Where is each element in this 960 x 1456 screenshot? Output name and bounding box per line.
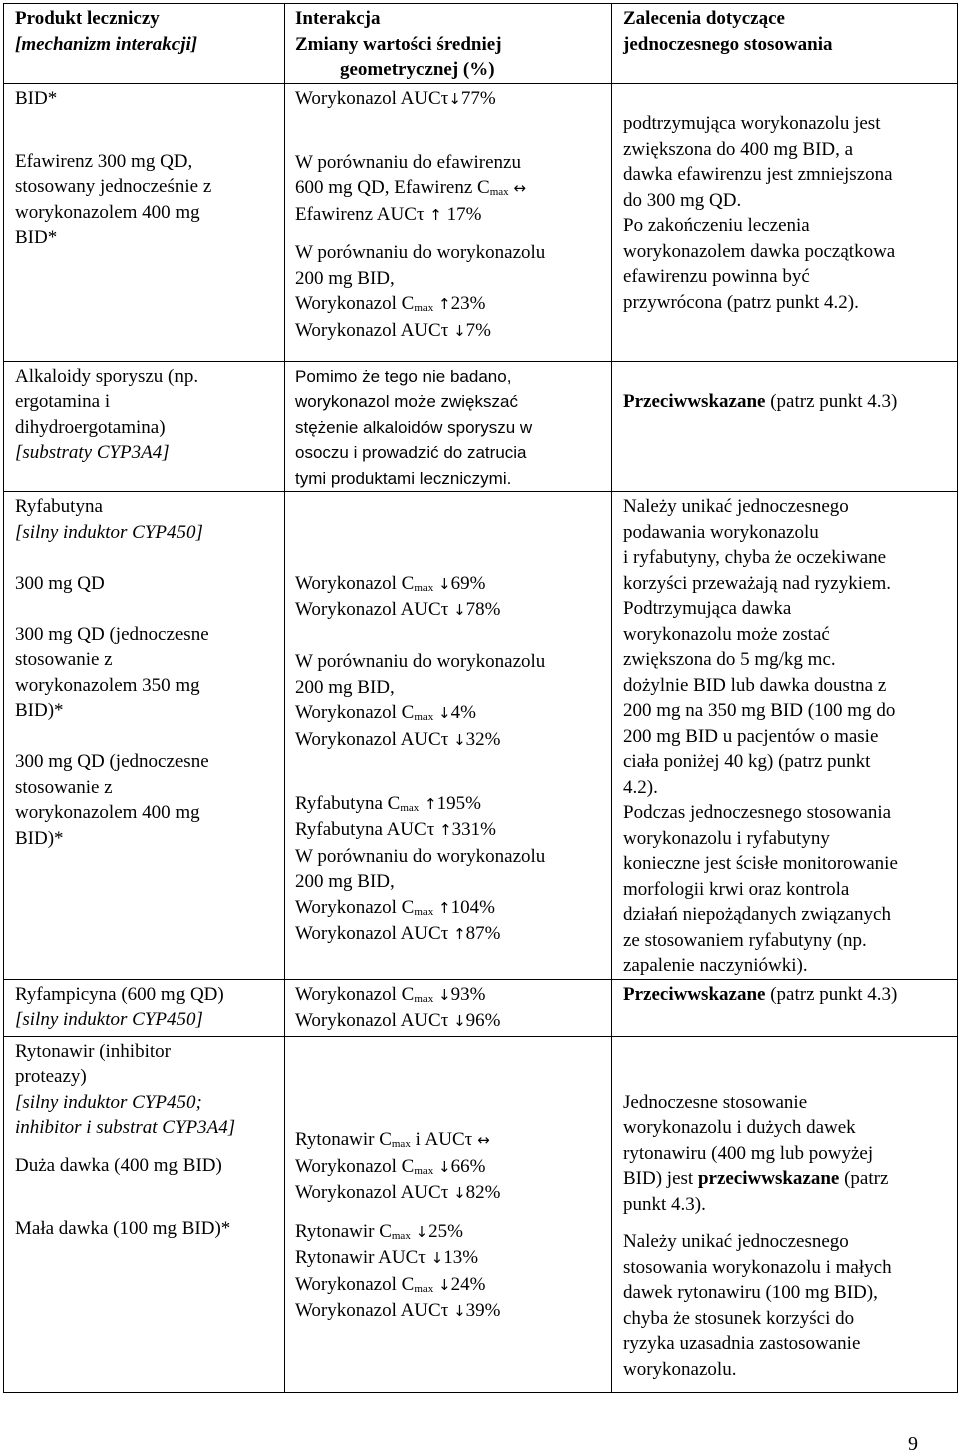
ergot-product-cell bbox=[4, 361, 285, 492]
interaction-table bbox=[3, 3, 958, 1393]
rifabutin-mechanism: [silny induktor CYP450] bbox=[15, 521, 203, 543]
arrow-up-icon: ↑ bbox=[438, 898, 451, 917]
rifabutin-product-cell bbox=[4, 492, 285, 980]
rifampicin-recommendation-cell bbox=[612, 979, 958, 1036]
subscript-max: max bbox=[414, 992, 434, 1005]
rifabutin-vori-cmax-2: Worykonazol $C_{max}$ ↓4% bbox=[295, 702, 476, 723]
efavirenz-product-cell bbox=[4, 83, 285, 361]
ritonavir-low-1: Rytonawir $C_{max}$ ↓25% bbox=[295, 1220, 463, 1242]
rifampicin-interaction-cell bbox=[285, 979, 612, 1036]
rifabutin-vori-cmax: Worykonazol $C_{max}$ ↓69% bbox=[295, 572, 486, 594]
arrow-down-icon: ↓ bbox=[438, 704, 451, 722]
recommendation-line: worykonazolu i ryfabutyny bbox=[623, 827, 830, 849]
arrow-up-icon: ↑ bbox=[439, 821, 452, 839]
ergot-interaction-cell bbox=[285, 361, 612, 492]
ritonavir-low-2: Rytonawir AUCτ ↓13% bbox=[295, 1247, 479, 1268]
table-row bbox=[4, 1036, 958, 1392]
arrow-both-icon: ↔ bbox=[513, 179, 526, 197]
subscript-max: max bbox=[414, 905, 434, 918]
efavirenz-vori-auc2: Worykonazol AUCτ ↓7% bbox=[295, 319, 491, 341]
rifampicin-vori-auc: Worykonazol AUCτ ↓96% bbox=[295, 1010, 501, 1031]
ritonavir-high-3: Worykonazol AUCτ ↓82% bbox=[295, 1182, 501, 1203]
recommendation-line: worykonazolem dawka początkowa bbox=[623, 240, 896, 262]
header-product-title: Produkt leczniczy bbox=[15, 8, 160, 29]
recommendation-line: ryzyka uzasadnia zastosowanie bbox=[623, 1333, 861, 1354]
recommendation-line: 200 mg na 350 mg BID (100 mg do bbox=[623, 700, 896, 721]
arrow-both-icon: ↔ bbox=[477, 1131, 490, 1149]
subscript-max: max bbox=[414, 1164, 434, 1177]
rifampicin-vori-cmax: Worykonazol $C_{max}$ ↓93% bbox=[295, 983, 486, 1005]
arrow-down-icon: ↓ bbox=[453, 601, 466, 619]
table-row bbox=[4, 492, 958, 980]
ritonavir-low-3: Worykonazol $C_{max}$ ↓24% bbox=[295, 1273, 486, 1295]
efavirenz-auc-line: Efawirenz AUCτ ↑ 17% bbox=[295, 203, 482, 225]
page-number: 9 bbox=[908, 1433, 918, 1455]
recommendation-line: Podczas jednoczesnego stosowania bbox=[623, 802, 892, 823]
arrow-down-icon: ↓ bbox=[453, 730, 466, 749]
efavirenz-product-line: stosowany jednocześnie z bbox=[15, 176, 212, 197]
ritonavir-high-2: Worykonazol $C_{max}$ ↓66% bbox=[295, 1155, 486, 1177]
rifabutin-dose-line: 200 mg BID, bbox=[295, 676, 395, 698]
rifabutin-dose: BID)* bbox=[15, 700, 64, 721]
rifabutin-dose: stosowanie z bbox=[15, 776, 113, 798]
ergot-product-line: dihydroergotamina) bbox=[15, 416, 166, 438]
ritonavir-mechanism: [silny induktor CYP450; bbox=[15, 1091, 202, 1113]
arrow-up-icon: ↑ bbox=[424, 794, 437, 813]
arrow-down-icon: ↓ bbox=[438, 1157, 451, 1176]
rifabutin-vori-auc-2: Worykonazol AUCτ ↓32% bbox=[295, 728, 501, 750]
ritonavir-high-dose: Duża dawka (400 mg BID) bbox=[15, 1154, 222, 1176]
recommendation-line: morfologii krwi oraz kontrola bbox=[623, 878, 850, 900]
ritonavir-interaction-cell bbox=[285, 1036, 612, 1392]
rifabutin-dose-line-2: 200 mg BID, bbox=[295, 871, 395, 892]
recommendation-line: podtrzymująca worykonazolu jest bbox=[623, 113, 881, 134]
recommendation-line: chyba że stosunek korzyści do bbox=[623, 1307, 855, 1329]
ritonavir-low-dose: Mała dawka (100 mg BID)* bbox=[15, 1217, 231, 1239]
ergot-interaction-line: osoczu i prowadzić do zatrucia bbox=[295, 443, 527, 462]
ritonavir-recommendation-cell bbox=[612, 1036, 958, 1392]
recommendation-line: ciała poniżej 40 kg) (patrz punkt bbox=[623, 751, 871, 772]
rifabutin-dose: stosowanie z bbox=[15, 649, 113, 670]
rifabutin-name: Ryfabutyna bbox=[15, 496, 103, 517]
subscript-max: max bbox=[391, 1138, 411, 1150]
rifabutin-dose: 300 mg QD bbox=[15, 572, 105, 594]
rifabutin-dose: 300 mg QD (jednoczesne bbox=[15, 623, 209, 645]
header-recommendations-line2: jednoczesnego stosowania bbox=[623, 33, 833, 55]
rifabutin-vori-cmax-3: Worykonazol $C_{max}$ ↑104% bbox=[295, 896, 495, 918]
recommendation-line: dawek rytonawiru (100 mg BID), bbox=[623, 1282, 878, 1303]
recommendation-line: Jednoczesne stosowanie bbox=[623, 1091, 808, 1113]
rifabutin-compare-line-2: W porównaniu do worykonazolu bbox=[295, 845, 546, 867]
rifabutin-dose: BID)* bbox=[15, 827, 64, 849]
subscript-max: max bbox=[414, 1282, 434, 1295]
recommendation-line: worykonazolu. bbox=[623, 1358, 737, 1380]
ergot-interaction-line: stężenie alkaloidów sporyszu w bbox=[295, 417, 533, 437]
arrow-up-icon: ↑ bbox=[438, 295, 451, 313]
header-cell-product bbox=[4, 4, 285, 84]
recommendation-line: zwiększona do 400 mg BID, a bbox=[623, 138, 854, 160]
efavirenz-product-line: Efawirenz 300 mg QD, bbox=[15, 150, 193, 172]
arrow-down-icon: ↓ bbox=[453, 1184, 466, 1202]
recommendation-line: Podtrzymująca dawka bbox=[623, 598, 792, 619]
ergot-product-line: Alkaloidy sporyszu (np. bbox=[15, 365, 199, 387]
ritonavir-name: Rytonawir (inhibitor bbox=[15, 1040, 171, 1062]
ritonavir-product-cell bbox=[4, 1036, 285, 1392]
recommendation-line: efawirenzu powinna być bbox=[623, 266, 810, 287]
recommendation-line: BID) jest przeciwwskazane (patrz bbox=[623, 1168, 889, 1189]
ritonavir-name: proteazy) bbox=[15, 1066, 87, 1087]
recommendation-line: punkt 4.3). bbox=[623, 1193, 706, 1215]
header-interaction-line1: Interakcja bbox=[295, 8, 381, 29]
arrow-down-icon: ↓ bbox=[438, 1275, 451, 1294]
ergot-recommendation: Przeciwwskazane (patrz punkt 4.3) bbox=[623, 391, 898, 412]
recommendation-line: stosowania worykonazolu i małych bbox=[623, 1256, 892, 1278]
arrow-down-icon: ↓ bbox=[438, 985, 451, 1004]
rifampicin-recommendation: Przeciwwskazane (patrz punkt 4.3) bbox=[623, 983, 898, 1005]
subscript-max: max bbox=[414, 581, 434, 594]
table-row bbox=[4, 979, 958, 1036]
table-row bbox=[4, 361, 958, 492]
recommendation-line: dożylnie BID lub dawka doustna z bbox=[623, 674, 887, 696]
ergot-interaction-line: Pomimo że tego nie badano, bbox=[295, 366, 512, 386]
rifabutin-cmax: Ryfabutyna $C_{max}$ ↑195% bbox=[295, 792, 481, 814]
rifabutin-dose: worykonazolem 350 mg bbox=[15, 674, 200, 696]
ergot-product-line: ergotamina i bbox=[15, 391, 111, 412]
efavirenz-vori-auc: Worykonazol AUCτ↓77% bbox=[295, 87, 496, 109]
header-interaction-line2: Zmiany wartości średniej bbox=[295, 33, 502, 55]
rifabutin-dose: worykonazolem 400 mg bbox=[15, 802, 200, 823]
recommendation-line: 4.2). bbox=[623, 776, 658, 798]
arrow-down-icon: ↓ bbox=[453, 1302, 466, 1320]
recommendation-line: worykonazolu może zostać bbox=[623, 623, 830, 645]
recommendation-line: dawka efawirenzu jest zmniejszona bbox=[623, 164, 893, 185]
rifabutin-recommendation-cell bbox=[612, 492, 958, 980]
arrow-down-icon: ↓ bbox=[448, 89, 461, 108]
recommendation-line: korzyści przeważają nad ryzykiem. bbox=[623, 572, 891, 594]
efavirenz-vori-cmax: Worykonazol $C_{max}$ ↑23% bbox=[295, 293, 486, 314]
arrow-down-icon: ↓ bbox=[453, 321, 466, 340]
table-header-row bbox=[4, 4, 958, 84]
header-product-subtitle: [mechanizm interakcji] bbox=[15, 33, 198, 55]
recommendation-line: i ryfabutyny, chyba że oczekiwane bbox=[623, 547, 887, 568]
rifampicin-product-cell bbox=[4, 979, 285, 1036]
rifabutin-vori-auc-3: Worykonazol AUCτ ↑87% bbox=[295, 923, 501, 944]
rifampicin-name: Ryfampicyna (600 mg QD) bbox=[15, 983, 224, 1005]
header-recommendations-line1: Zalecenia dotyczące bbox=[623, 8, 785, 29]
efavirenz-compare-vori-line: W porównaniu do worykonazolu bbox=[295, 242, 546, 263]
recommendation-line: worykonazolu i dużych dawek bbox=[623, 1117, 856, 1138]
recommendation-line: konieczne jest ścisłe monitorowanie bbox=[623, 853, 898, 874]
ergot-mechanism: [substraty CYP3A4] bbox=[15, 442, 170, 463]
recommendation-line: 200 mg BID u pacjentów o masie bbox=[623, 725, 879, 747]
efavirenz-interaction-cell bbox=[285, 83, 612, 361]
recommendation-line: Należy unikać jednoczesnego bbox=[623, 1231, 849, 1252]
table-row bbox=[4, 83, 958, 361]
ritonavir-low-4: Worykonazol AUCτ ↓39% bbox=[295, 1300, 501, 1321]
subscript-max: max bbox=[400, 801, 420, 814]
recommendation-line: działań niepożądanych związanych bbox=[623, 904, 891, 925]
efavirenz-product-line: worykonazolem 400 mg bbox=[15, 201, 200, 223]
efavirenz-bid-label: BID* bbox=[15, 87, 58, 109]
efavirenz-compare-line: W porównaniu do efawirenzu bbox=[295, 151, 521, 173]
ritonavir-mechanism: inhibitor i substrat CYP3A4] bbox=[15, 1117, 236, 1138]
efavirenz-cmax-line: 600 mg QD, Efawirenz $C_{max}$ ↔ bbox=[295, 177, 526, 198]
efavirenz-dose-line: 200 mg BID, bbox=[295, 267, 395, 289]
arrow-up-icon: ↑ bbox=[453, 925, 466, 943]
subscript-max: max bbox=[414, 302, 434, 314]
header-interaction-line3: geometrycznej (%) bbox=[340, 59, 495, 80]
rifabutin-vori-auc: Worykonazol AUCτ ↓78% bbox=[295, 599, 501, 620]
ergot-interaction-line: worykonazol może zwiększać bbox=[295, 392, 518, 411]
rifabutin-dose: 300 mg QD (jednoczesne bbox=[15, 751, 209, 772]
subscript-max: max bbox=[414, 711, 434, 723]
subscript-max: max bbox=[391, 1229, 411, 1242]
header-cell-interaction bbox=[285, 4, 612, 84]
recommendation-line: Po zakończeniu leczenia bbox=[623, 215, 810, 236]
recommendation-line: podawania worykonazolu bbox=[623, 521, 819, 543]
recommendation-line: zwiększona do 5 mg/kg mc. bbox=[623, 649, 836, 670]
recommendation-line: przywrócona (patrz punkt 4.2). bbox=[623, 291, 859, 313]
subscript-max: max bbox=[489, 186, 509, 198]
recommendation-line: rytonawiru (400 mg lub powyżej bbox=[623, 1142, 874, 1164]
rifabutin-compare-line: W porównaniu do worykonazolu bbox=[295, 651, 546, 672]
arrow-down-icon: ↓ bbox=[415, 1222, 429, 1241]
recommendation-line: zapalenie naczyniówki). bbox=[623, 955, 808, 976]
ergot-recommendation-cell bbox=[612, 361, 958, 492]
arrow-down-icon: ↓ bbox=[438, 574, 451, 593]
recommendation-line: Należy unikać jednoczesnego bbox=[623, 496, 849, 517]
ergot-interaction-line: tymi produktami leczniczymi. bbox=[295, 468, 512, 488]
ritonavir-high-1: Rytonawir $C_{max}$ i AUCτ ↔ bbox=[295, 1129, 490, 1150]
rifampicin-mechanism: [silny induktor CYP450] bbox=[15, 1009, 203, 1030]
rifabutin-auc: Ryfabutyna AUCτ ↑331% bbox=[295, 819, 496, 840]
arrow-down-icon: ↓ bbox=[430, 1249, 444, 1267]
rifabutin-interaction-cell bbox=[285, 492, 612, 980]
efavirenz-product-line: BID* bbox=[15, 227, 58, 248]
arrow-down-icon: ↓ bbox=[453, 1012, 466, 1030]
efavirenz-recommendation-cell bbox=[612, 83, 958, 361]
recommendation-line: do 300 mg QD. bbox=[623, 189, 742, 211]
header-cell-recommendations bbox=[612, 4, 958, 84]
recommendation-line: ze stosowaniem ryfabutyny (np. bbox=[623, 929, 867, 951]
arrow-up-icon: ↑ bbox=[429, 205, 442, 224]
